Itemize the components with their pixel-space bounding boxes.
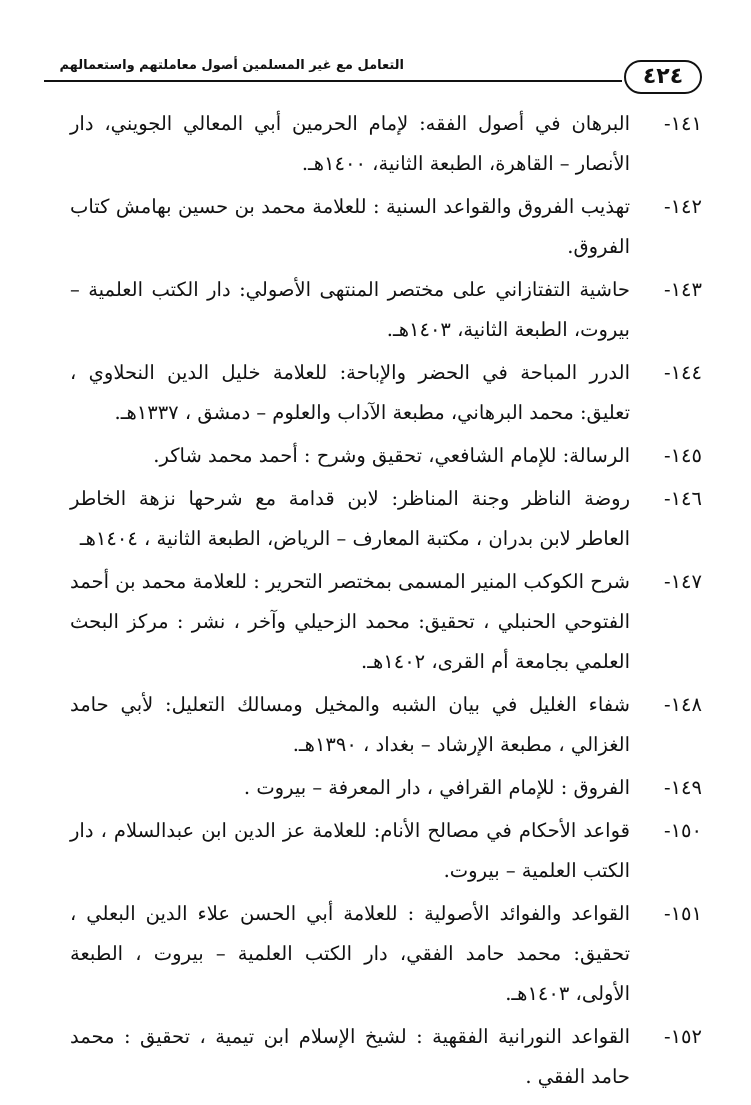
reference-item [70,187,702,267]
reference-text: الفروق : للإمام القرافي ، دار المعرفة – بيروت . [243,776,630,799]
reference-number: ١٤٦- [663,487,702,510]
reference-number: ١٤٨- [663,693,702,716]
reference-item [70,562,702,682]
reference-text: القواعد النورانية الفقهية : لشيخ الإسلام ابن تيمية ، تحقيق : محمد حامد الفقي . [70,1025,630,1088]
running-title: التعامل مع غير المسلمين أصول معاملتهم واستعمالهم [59,58,404,73]
reference-text: الرسالة: للإمام الشافعي، تحقيق وشرح : أحمد محمد شاكر. [153,444,630,467]
reference-item [70,894,702,1014]
reference-number: ١٥١- [663,902,702,925]
reference-number: ١٤٧- [663,570,702,593]
reference-item [70,104,702,184]
reference-item [70,479,702,559]
reference-number: ١٤٤- [663,361,702,384]
reference-item [70,1017,702,1097]
reference-number: ١٤٩- [663,776,702,799]
reference-item [70,768,702,808]
page-header [44,52,702,96]
reference-item [70,353,702,433]
reference-number: ١٥٢- [663,1025,702,1048]
page-number-badge: ٤٢٤ [624,60,702,94]
references-list [70,104,702,1100]
reference-number: ١٤٥- [663,444,702,467]
reference-number: ١٤٣- [663,278,702,301]
reference-text: قواعد الأحكام في مصالح الأنام: للعلامة عز الدين ابن عبدالسلام ، دار الكتب العلمية – بيروت. [70,819,630,882]
header-rule [44,80,622,82]
reference-item [70,436,702,476]
reference-text: شفاء الغليل في بيان الشبه والمخيل ومسالك التعليل: لأبي حامد الغزالي ، مطبعة الإرشاد – بغداد ، ١٣٩٠هـ. [70,693,630,756]
reference-number: ١٤١- [663,112,702,135]
reference-text: روضة الناظر وجنة المناظر: لابن قدامة مع شرحها نزهة الخاطر العاطر لابن بدران ، مكتبة المعارف – الرياض، الطبعة الثانية ، ١٤٠٤هـ [70,487,630,550]
reference-item [70,270,702,350]
reference-text: حاشية التفتازاني على مختصر المنتهى الأصولي: دار الكتب العلمية – بيروت، الطبعة الثانية، ١٤٠٣هـ. [70,278,630,341]
reference-number: ١٥٠- [663,819,702,842]
reference-text: البرهان في أصول الفقه: لإمام الحرمين أبي المعالي الجويني، دار الأنصار – القاهرة، الطبعة الثانية، ١٤٠٠هـ. [70,112,630,175]
reference-text: تهذيب الفروق والقواعد السنية : للعلامة محمد بن حسين بهامش كتاب الفروق. [70,195,630,258]
reference-number: ١٤٢- [663,195,702,218]
reference-text: القواعد والفوائد الأصولية : للعلامة أبي الحسن علاء الدين البعلي ، تحقيق: محمد حامد الفقي، دار الكتب العلمية – بيروت ، الطبعة الأولى، ١٤٠٣هـ. [70,902,630,1005]
reference-item [70,685,702,765]
reference-text: شرح الكوكب المنير المسمى بمختصر التحرير : للعلامة محمد بن أحمد الفتوحي الحنبلي ، تحقيق: محمد الزحيلي وآخر ، نشر : مركز البحث العلمي بجامعة أم القرى، ١٤٠٢هـ. [70,570,630,673]
reference-text: الدرر المباحة في الحضر والإباحة: للعلامة خليل الدين النحلاوي ، تعليق: محمد البرهاني، مطبعة الآداب والعلوم – دمشق ، ١٣٣٧هـ. [70,361,630,424]
reference-item [70,811,702,891]
